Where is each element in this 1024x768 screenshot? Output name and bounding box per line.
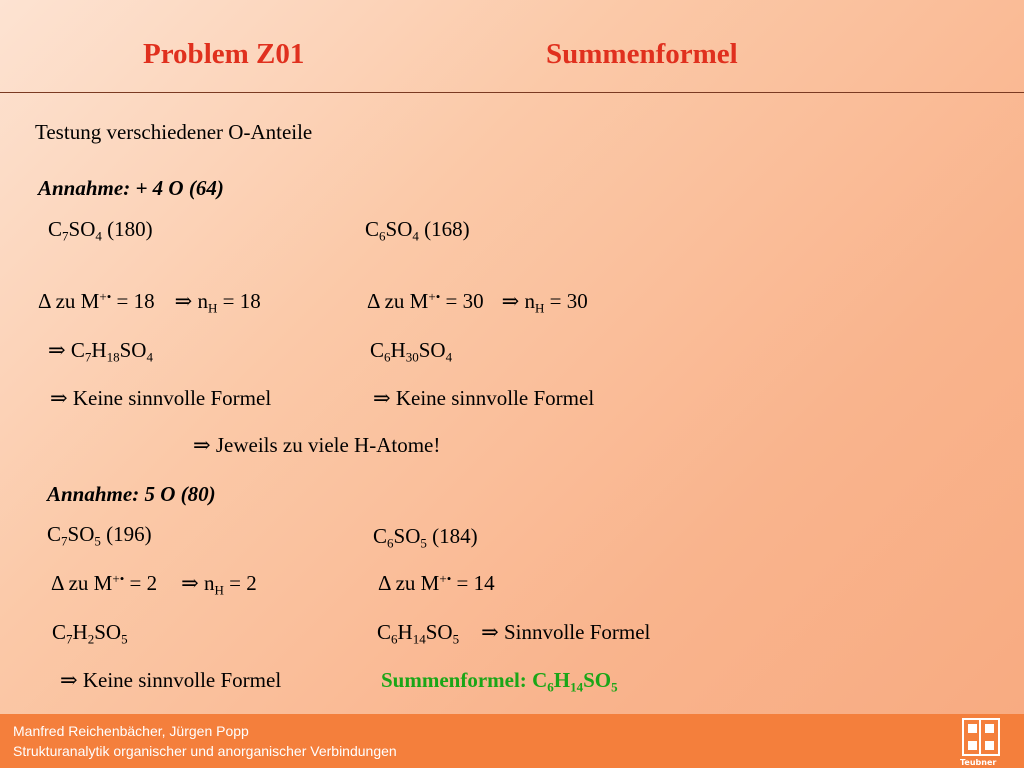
assumption1-left-delta: Δ zu M+• = 18 ⇒ $n_H = 18$ [38, 288, 261, 316]
assumption2-right-formula: $C_6SO_5$ (184) [373, 524, 478, 551]
assumption1-left-result-formula: ⇒ $C_7H_{18}SO_4$ [48, 338, 153, 365]
assumption1-right-formula: $C_6SO_4$ (168) [365, 217, 470, 244]
implies-icon: ⇒ [481, 620, 499, 644]
assumption1-left-formula: $C_7SO_4$ (180) [48, 217, 153, 244]
implies-icon: ⇒ [373, 386, 391, 410]
assumption1-right-conclusion: ⇒ Keine sinnvolle Formel [373, 386, 595, 410]
implies-icon: ⇒ [174, 289, 193, 313]
assumption1-heading: Annahme: + 4 O (64) [38, 176, 224, 200]
footer-authors: Manfred Reichenbächer, Jürgen Popp [13, 723, 249, 739]
logo-label: Teubner [960, 758, 997, 767]
final-molecular-formula: Summenformel: $C_6H_{14}SO_5$ [381, 668, 618, 695]
assumption2-right-result-formula: $C_6H_{14}SO_5$ ⇒ Sinnvolle Formel [377, 620, 651, 647]
assumption2-left-delta: Δ zu M+• = 2 ⇒ $n_H = 2$ [51, 570, 257, 598]
assumption2-heading: Annahme: 5 O (80) [47, 482, 216, 506]
slide-title-topic: Summenformel [546, 38, 738, 70]
implies-icon: ⇒ [60, 668, 78, 692]
assumption2-left-conclusion: ⇒ Keine sinnvolle Formel [60, 668, 282, 692]
implies-icon: ⇒ [48, 338, 66, 362]
slide-title-problem: Problem Z01 [143, 38, 305, 70]
teubner-logo-icon [962, 718, 1000, 756]
intro-text: Testung verschiedener O-Anteile [35, 120, 313, 144]
assumption1-right-result-formula: $C_6H_{30}SO_4$ [370, 338, 453, 365]
assumption2-left-result-formula: $C_7H_2SO_5$ [52, 620, 128, 647]
footer-bar [0, 714, 1024, 768]
implies-icon: ⇒ [181, 571, 199, 595]
footer-book-title: Strukturanalytik organischer und anorganischer Verbindungen [13, 743, 397, 759]
assumption1-left-conclusion: ⇒ Keine sinnvolle Formel [50, 386, 272, 410]
implies-icon: ⇒ [193, 433, 211, 457]
implies-icon: ⇒ [501, 289, 520, 313]
assumption1-summary: ⇒ Jeweils zu viele H-Atome! [193, 433, 441, 457]
header-divider [0, 92, 1024, 93]
assumption2-right-delta: Δ zu M+• = 14 [378, 570, 495, 595]
implies-icon: ⇒ [50, 386, 68, 410]
assumption2-left-formula: $C_7SO_5$ (196) [47, 522, 152, 549]
assumption1-right-delta: Δ zu M+• = 30 ⇒ $n_H = 30$ [367, 288, 588, 316]
